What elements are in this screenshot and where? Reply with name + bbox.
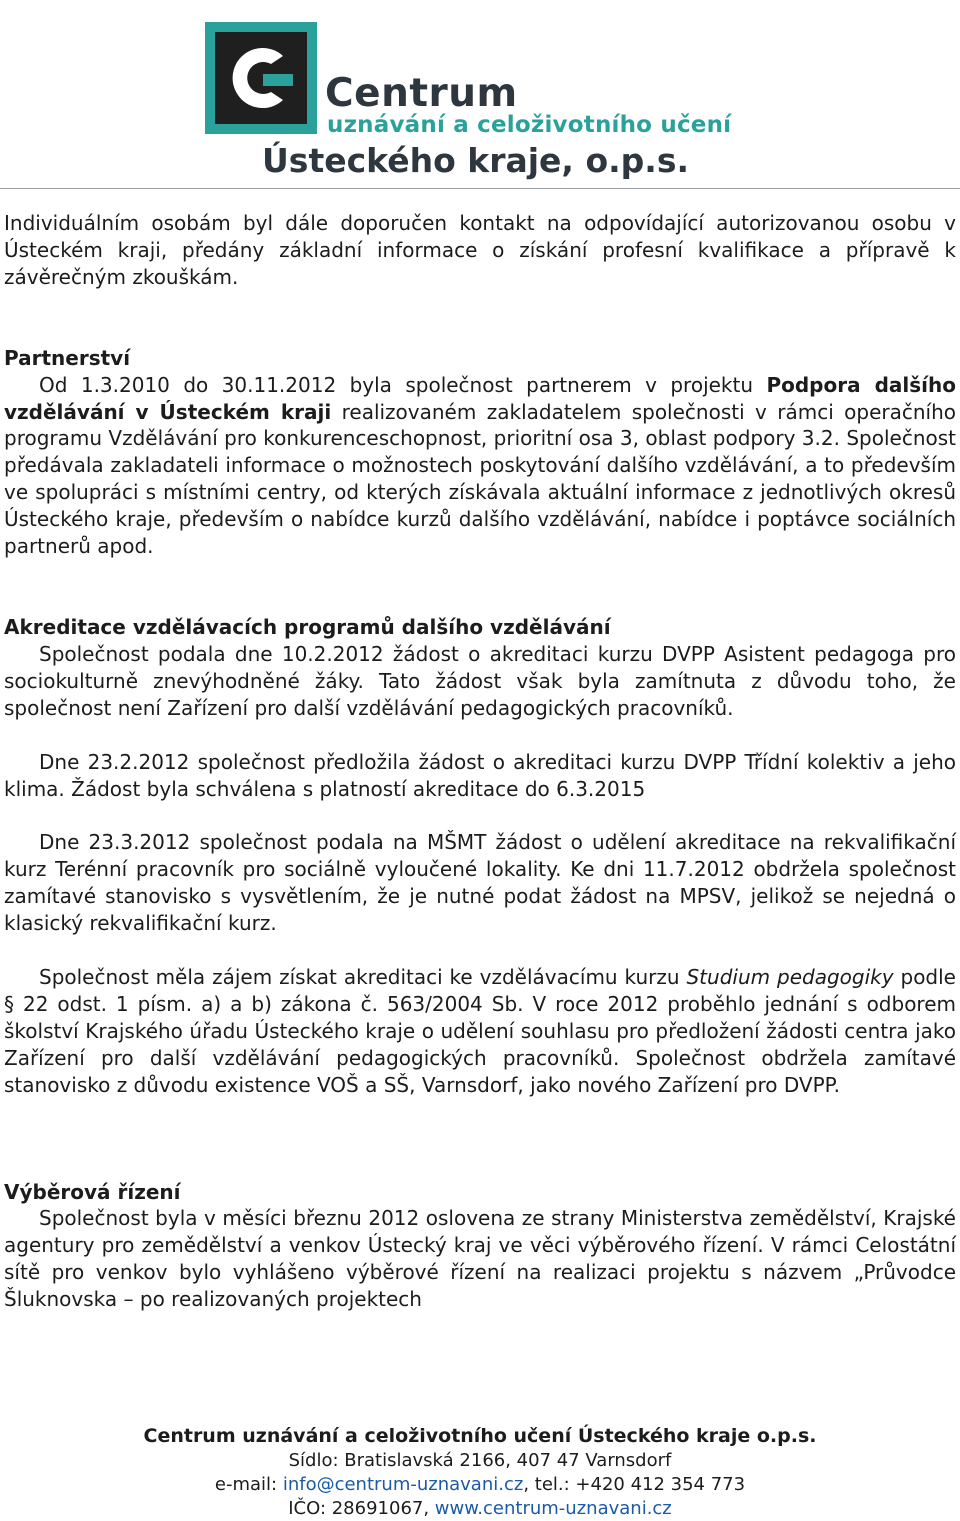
logo-text-centrum: Centrum [325, 71, 518, 116]
spacer [4, 722, 956, 749]
spacer [4, 560, 956, 614]
partnership-text-b: realizovaném zakladatelem společnosti v rámci operačního programu Vzdělávání pro konkurenceschopnost, prioritní osa 3, oblast podpory 3.2. Společnost předávala zakladateli informace o možnostech poskytování dalšího vzdělávání, a to především ve spolupráci s místními centry, od kterých získávala aktuální informace z jednotlivých okresů Ústeckého kraje, především o nabídce kurzů dalšího vzdělávání, nabídce i poptávce sociálních partnerů apod. [4, 399, 956, 559]
accreditation-paragraph-1: Společnost podala dne 10.2.2012 žádost o akreditaci kurzu DVPP Asistent pedagoga pro sociokulturně znevýhodněné žáky. Tato žádost však byla zamítnuta z důvodu toho, že společnost není Zařízení pro další vzdělávání pedagogických pracovníků. [4, 641, 956, 720]
accreditation-paragraph-2: Dne 23.2.2012 společnost předložila žádost o akreditaci kurzu DVPP Třídní kolektiv a jeho klima. Žádost byla schválena s platností akreditace do 6.3.2015 [4, 749, 956, 801]
footer-ico-web [0, 1497, 960, 1521]
logo-text-subtitle: uznávání a celoživotního učení [327, 112, 732, 138]
footer-phone: , tel.: +420 412 354 773 [523, 1474, 746, 1495]
accreditation-paragraph-3: Dne 23.3.2012 společnost podala na MŠMT žádost o udělení akreditace na rekvalifikační kurz Terénní pracovník pro sociálně vyloučené lokality. Ke dni 11.7.2012 obdržela společnost zamítavé stanovisko s vysvětlením, že je nutné podat žádost na MPSV, jelikož se nejedná o klasický rekvalifikační kurz. [4, 830, 956, 936]
header-divider [0, 188, 960, 189]
footer-email-label: e-mail: [214, 1474, 283, 1495]
footer-contact [0, 1473, 960, 1497]
footer-email-link[interactable]: info@centrum-uznavani.cz [282, 1474, 524, 1495]
section-heading-partnership: Partnerství [4, 345, 131, 370]
partnership-text-a: Od 1.3.2010 do 30.11.2012 byla společnost partnerem v projektu [39, 372, 767, 397]
partnership-project-name: Podpora dalšího vzdělávání v Ústeckém kraji [4, 372, 957, 424]
spacer [4, 802, 956, 829]
accreditation-p4-text-a: Společnost měla zájem získat akreditaci ke vzdělávacímu kurzu [39, 965, 687, 990]
header-title: Ústeckého kraje, o.p.s. [262, 141, 690, 180]
footer-ico: IČO: 28691067, [288, 1498, 435, 1519]
intro-paragraph: Individuálním osobám byl dále doporučen kontakt na odpovídající autorizovanou osobu v Ústeckém kraji, předány základní informace o získání profesní kvalifikace a přípravě k závěrečným zkouškám. [4, 211, 956, 289]
spacer [4, 291, 956, 345]
section-heading-tenders: Výběrová řízení [4, 1179, 181, 1204]
footer-org-name: Centrum uznávání a celoživotního učení Ústeckého kraje o.p.s. [143, 1425, 817, 1447]
accreditation-p4-text-b: podle § 22 odst. 1 písm. a) a b) zákona č. 563/2004 Sb. V roce 2012 proběhlo jednání s odborem školství Krajského úřadu Ústeckého kraje o udělení souhlasu pro předložení žádosti centra jako Zařízení pro další vzdělávání pedagogických pracovníků. Společnost obdržela zamítavé stanovisko z důvodu existence VOŠ a SŠ, Varnsdorf, jako nového Zařízení pro DVPP. [4, 965, 956, 1097]
document-body [4, 210, 956, 1313]
footer-web-link[interactable]: www.centrum-uznavani.cz [434, 1498, 672, 1519]
centrum-logo [205, 22, 765, 138]
spacer [4, 1099, 956, 1179]
centrum-logo-mark-icon [205, 22, 317, 134]
accreditation-paragraph-4 [4, 964, 956, 1099]
spacer [4, 937, 956, 964]
section-heading-accreditation: Akreditace vzdělávacích programů dalšího vzdělávání [4, 614, 611, 639]
partnership-paragraph [4, 372, 956, 560]
page-footer [0, 1423, 960, 1521]
tenders-paragraph: Společnost byla v měsíci březnu 2012 oslovena ze strany Ministerstva zemědělství, Krajské agentury pro zemědělství a venkov Ústecký kraj ve věci výběrového řízení. V rámci Celostátní sítě pro venkov bylo vyhlášeno výběrové řízení na realizaci projektu s názvem „Průvodce Šluknovska – po realizovaných projektech [4, 1206, 956, 1312]
accreditation-course-name: Studium pedagogiky [686, 965, 894, 990]
footer-address: Sídlo: Bratislavská 2166, 407 47 Varnsdorf [288, 1450, 672, 1471]
